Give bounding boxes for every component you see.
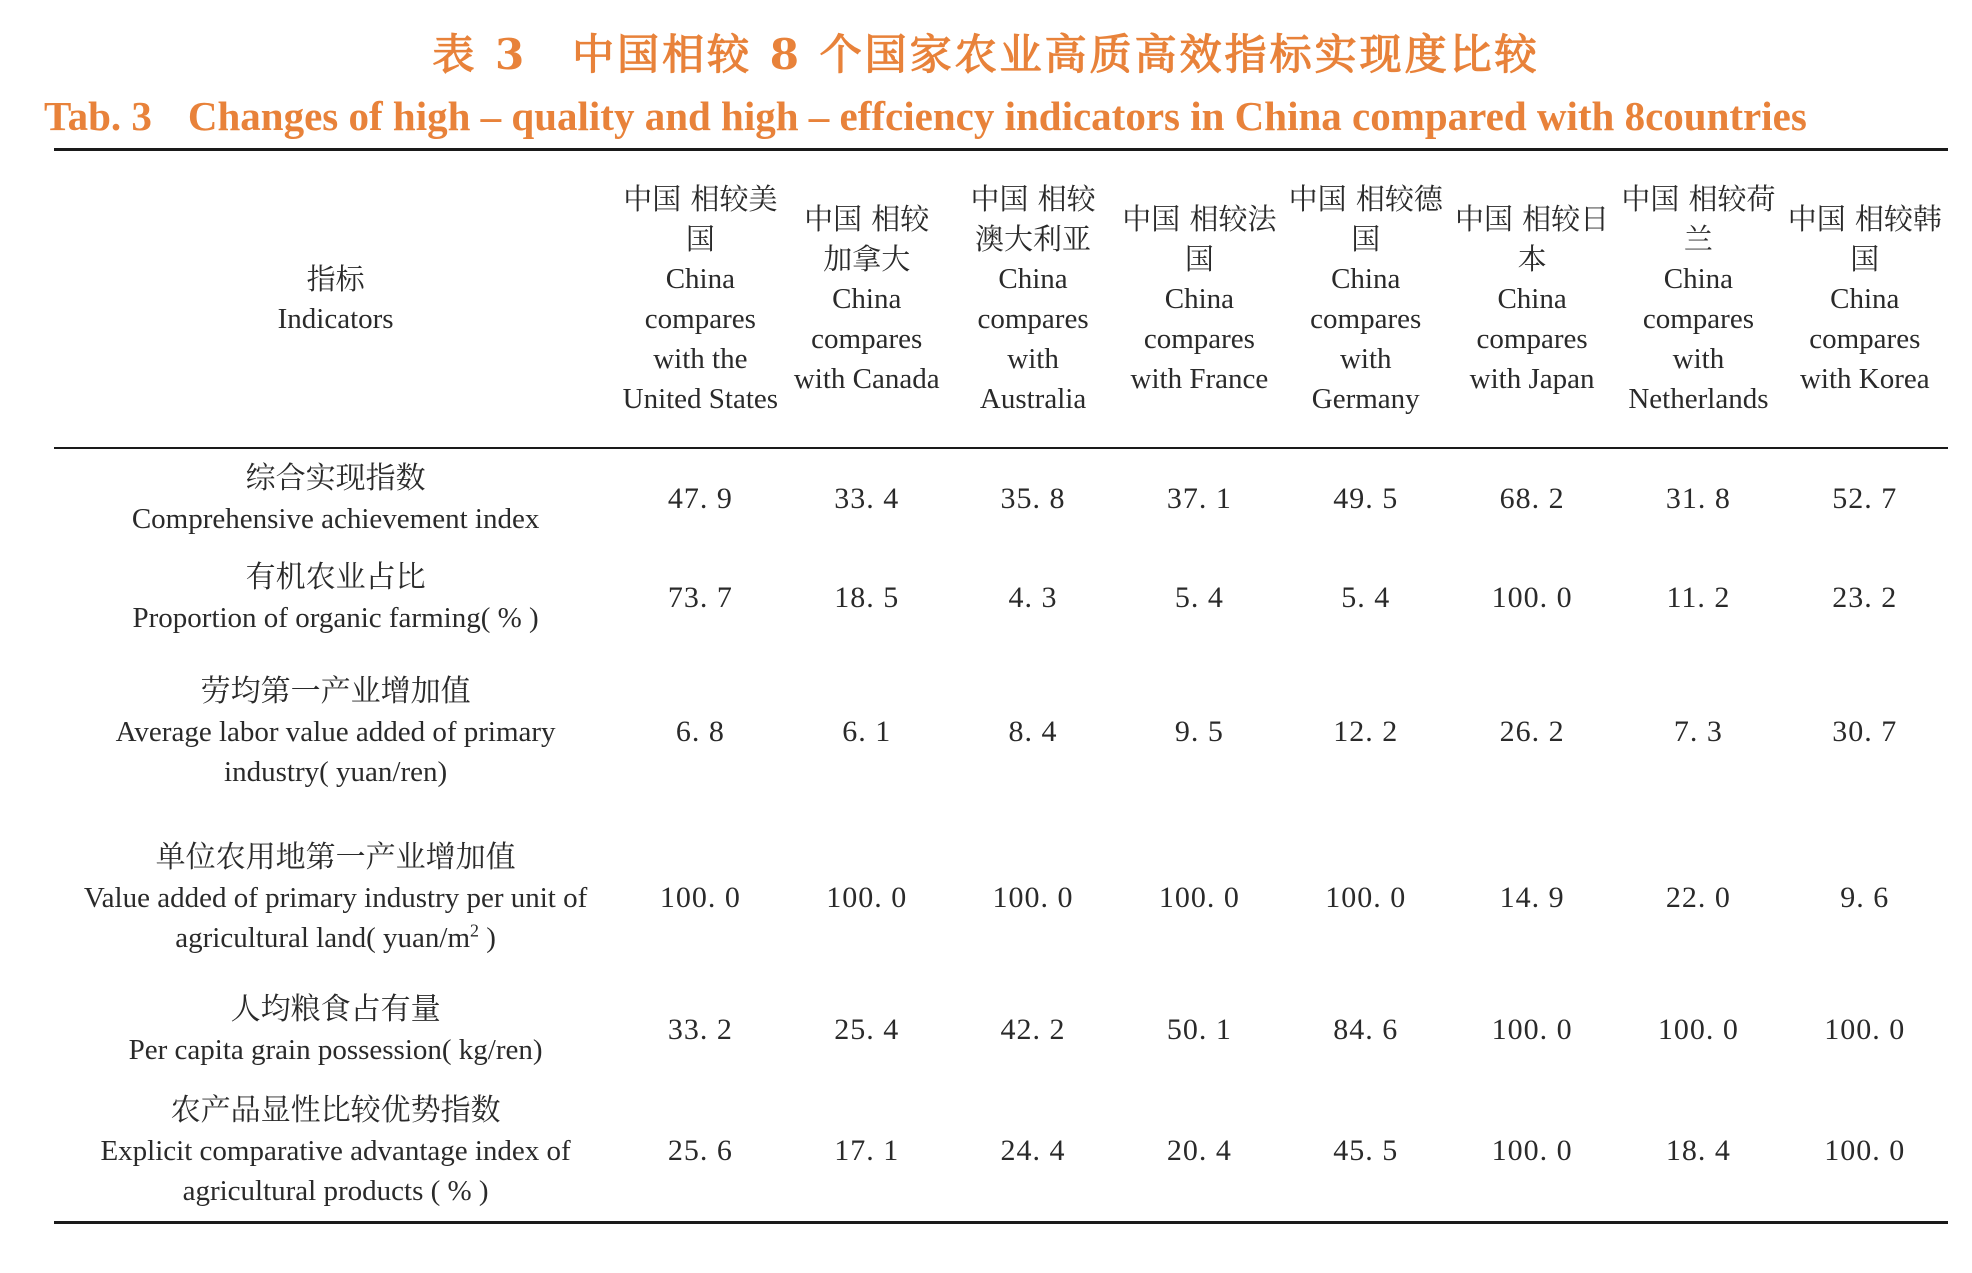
header-usa <box>617 150 783 449</box>
indicator-en: Average labor value added of primary industry( yuan/ren) <box>115 716 556 788</box>
indicator-en: Per capita grain possession( kg/ren) <box>128 1034 543 1066</box>
value-cell: 23. 2 <box>1832 581 1898 614</box>
table-label: Tab. 3 <box>44 93 152 139</box>
header-en: China compares with the United States <box>622 263 779 415</box>
value-cell: 100. 0 <box>826 881 908 914</box>
table-row <box>54 549 1948 647</box>
table-row <box>54 979 1948 1081</box>
value-cell: 18. 4 <box>1665 1134 1731 1167</box>
header-en: China compares with Netherlands <box>1628 263 1769 415</box>
superscript: 2 <box>470 920 479 941</box>
table-row <box>54 448 1948 549</box>
indicator-en: Explicit comparative advantage index of agricultural products ( % ) <box>100 1135 571 1207</box>
header-korea <box>1782 150 1948 449</box>
value-cell: 5. 4 <box>1174 581 1224 614</box>
value-cell: 100. 0 <box>1824 1134 1906 1167</box>
value-cell: 45. 5 <box>1333 1134 1399 1167</box>
value-cell: 20. 4 <box>1166 1134 1232 1167</box>
value-cell: 17. 1 <box>834 1134 900 1167</box>
value-cell: 22. 0 <box>1665 881 1731 914</box>
header-indicators <box>54 150 617 449</box>
value-cell: 47. 9 <box>667 482 733 515</box>
value-cell: 9. 5 <box>1174 715 1224 748</box>
value-cell: 6. 8 <box>675 715 725 748</box>
indicator-cell <box>54 647 617 817</box>
header-en: China compares with France <box>1130 283 1269 395</box>
header-cn: 中国 相较 加拿大 <box>804 202 930 276</box>
value-cell: 100. 0 <box>992 881 1074 914</box>
value-cell: 49. 5 <box>1333 482 1399 515</box>
value-cell: 100. 0 <box>1824 1013 1906 1046</box>
value-cell: 4. 3 <box>1008 581 1058 614</box>
value-cell: 100. 0 <box>659 881 741 914</box>
indicator-en-text: Value added of primary industry per unit of agricultural land( yuan/m <box>83 882 588 954</box>
value-cell: 73. 7 <box>667 581 733 614</box>
value-cell: 8. 4 <box>1008 715 1058 748</box>
comparison-table <box>54 148 1948 1224</box>
header-en: Indicators <box>277 303 394 335</box>
header-australia <box>950 150 1116 449</box>
header-en: China compares with Germany <box>1310 263 1422 415</box>
indicator-cell <box>54 817 617 979</box>
value-cell: 100. 0 <box>1158 881 1240 914</box>
indicator-cell <box>54 1081 617 1223</box>
value-cell: 100. 0 <box>1325 881 1407 914</box>
value-cell: 68. 2 <box>1499 482 1565 515</box>
value-cell: 25. 4 <box>834 1013 900 1046</box>
value-cell: 100. 0 <box>1491 581 1573 614</box>
header-en: China compares with Australia <box>977 263 1089 415</box>
value-cell: 33. 4 <box>834 482 900 515</box>
header-cn: 中国 相较法国 <box>1122 202 1277 276</box>
indicator-cn: 人均粮食占有量 <box>230 992 441 1027</box>
value-cell: 25. 6 <box>667 1134 733 1167</box>
value-cell: 14. 9 <box>1499 881 1565 914</box>
indicator-cell <box>54 448 617 549</box>
header-en: China compares with Japan <box>1469 283 1595 395</box>
indicator-cn: 单位农用地第一产业增加值 <box>155 840 516 875</box>
header-germany <box>1283 150 1449 449</box>
value-cell: 11. 2 <box>1666 581 1731 614</box>
value-cell: 12. 2 <box>1333 715 1399 748</box>
value-cell: 100. 0 <box>1491 1134 1573 1167</box>
value-cell: 50. 1 <box>1166 1013 1232 1046</box>
indicator-cn: 劳均第一产业增加值 <box>200 674 471 709</box>
indicator-cn: 农产品显性比较优势指数 <box>170 1093 501 1128</box>
value-cell: 42. 2 <box>1000 1013 1066 1046</box>
indicator-en: Proportion of organic farming( % ) <box>132 602 539 634</box>
header-cn: 中国 相较美国 <box>623 182 778 256</box>
table-row <box>54 647 1948 817</box>
indicator-cn: 有机农业占比 <box>245 560 426 595</box>
value-cell: 37. 1 <box>1166 482 1232 515</box>
value-cell: 30. 7 <box>1832 715 1898 748</box>
value-cell: 24. 4 <box>1000 1134 1066 1167</box>
header-cn: 中国 相较韩国 <box>1787 202 1942 276</box>
table-title-chinese: 表 3 中国相较 8 个国家农业高质高效指标实现度比较 <box>432 30 1540 79</box>
indicator-en <box>60 878 611 958</box>
table-title-english <box>44 92 1972 140</box>
header-cn: 中国 相较荷兰 <box>1621 182 1776 256</box>
value-cell: 6. 1 <box>842 715 892 748</box>
header-france <box>1116 150 1282 449</box>
indicator-cell <box>54 979 617 1081</box>
value-cell: 100. 0 <box>1657 1013 1739 1046</box>
value-cell: 84. 6 <box>1333 1013 1399 1046</box>
header-cn: 中国 相较 澳大利亚 <box>970 182 1096 256</box>
table-row <box>54 1081 1948 1223</box>
indicator-cell <box>54 549 617 647</box>
indicator-cn: 综合实现指数 <box>245 461 426 496</box>
header-cn: 中国 相较日本 <box>1454 202 1610 276</box>
header-netherlands <box>1615 150 1781 449</box>
value-cell: 33. 2 <box>667 1013 733 1046</box>
indicator-en-tail: ) <box>479 922 496 954</box>
header-en: China compares with Korea <box>1799 283 1930 395</box>
value-cell: 100. 0 <box>1491 1013 1573 1046</box>
value-cell: 26. 2 <box>1499 715 1565 748</box>
header-japan <box>1449 150 1615 449</box>
header-row <box>54 150 1948 449</box>
value-cell: 31. 8 <box>1665 482 1731 515</box>
value-cell: 18. 5 <box>834 581 900 614</box>
value-cell: 52. 7 <box>1832 482 1898 515</box>
table-title-english-text: Changes of high – quality and high – effciency indicators in China compared with 8countries <box>187 93 1807 139</box>
header-cn: 指标 <box>306 262 365 296</box>
value-cell: 9. 6 <box>1840 881 1890 914</box>
indicator-en: Comprehensive achievement index <box>131 503 540 535</box>
value-cell: 35. 8 <box>1000 482 1066 515</box>
value-cell: 5. 4 <box>1341 581 1391 614</box>
header-en: China compares with Canada <box>793 283 940 395</box>
header-canada <box>784 150 950 449</box>
header-cn: 中国 相较德国 <box>1288 182 1443 256</box>
value-cell: 7. 3 <box>1673 715 1723 748</box>
table-row <box>54 817 1948 979</box>
